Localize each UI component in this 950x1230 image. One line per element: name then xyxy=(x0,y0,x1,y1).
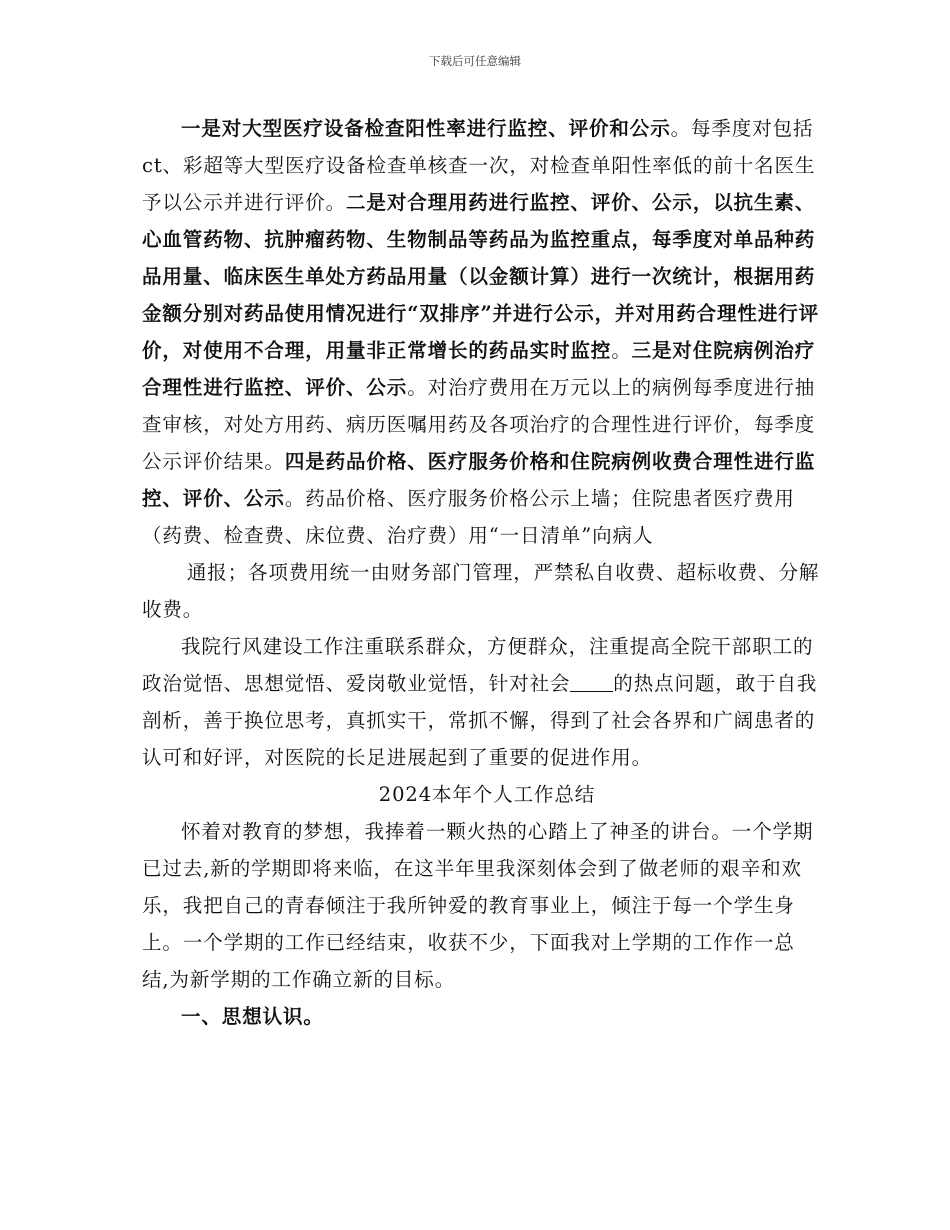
document-body xyxy=(142,110,822,1035)
point-one-heading: 一是对大型医疗设备检查阳性率进行监控、评价和公示 xyxy=(181,117,671,140)
point-two-text: 。 xyxy=(611,339,632,362)
heading-thought: 一、思想认识。 xyxy=(181,1005,324,1028)
conduct-text-after: 的热点问题，敢于自我剖析，善于换位思考，真抓实干，常抓不懈，得到了社会各界和广阔患者的认可和好评，对医院的长足进展起到了重要的促进作用。 xyxy=(142,672,818,769)
conduct-text-before: 我院行风建设工作注重联系群众，方便群众，注重提高全院干部职工的政治觉悟、思想觉悟、爱岗敬业觉悟，针对社会 xyxy=(142,635,814,695)
point-four-continuation: 通报；各项费用统一由财务部门管理，严禁私自收费、超标收费、分解收费。 xyxy=(142,561,820,621)
point-four-text: 。药品价格、医疗服务价格公示上墙；住院患者医疗费用（药费、检查费、床位费、治疗费）用“一日清单”向病人 xyxy=(142,487,795,547)
fill-blank xyxy=(570,671,613,692)
point-four-heading: 四是药品价格、医疗服务价格和住院病例收费合理性进行监控、评价、公示 xyxy=(142,450,816,510)
point-three-heading: 三是对住院病例治疗合理性进行监控、评价、公示 xyxy=(142,339,816,399)
section-title: 2024本年个人工作总结 xyxy=(378,783,596,806)
paragraph-conduct xyxy=(142,628,822,776)
paragraph-summary-intro: 怀着对教育的梦想，我捧着一颗火热的心踏上了神圣的讲台。一个学期已过去,新的学期即将来临，在这半年里我深刻体会到了做老师的艰辛和欢乐，我把自己的青春倾注于我所钟爱的教育事业上，倾注于每一个学生身上。一个学期的工作已经结束，收获不少，下面我对上学期的工作作一总结,为新学期的工作确立新的目标。 xyxy=(142,820,814,991)
paragraph-supervision xyxy=(142,110,822,628)
point-three-text: 。对治疗费用在万元以上的病例每季度进行抽查审核，对处方用药、病历医嘱用药及各项治疗的合理性进行评价，每季度公示评价结果。 xyxy=(142,376,816,473)
point-two-heading: 二是对合理用药进行监控、评价、公示，以抗生素、心血管药物、抗肿瘤药物、生物制品等药品为监控重点，每季度对单品种药品用量、临床医生单处方药品用量（以金额计算）进行一次统计，根据用药金额分别对药品使用情况进行“双排序”并进行公示，并对用药合理性进行评价，对使用不合理，用量非正常增长的药品实时监控 xyxy=(142,191,820,362)
page-header: 下载后可任意编辑 xyxy=(429,54,521,68)
point-one-text: 。每季度对包括ct、彩超等大型医疗设备检查单核查一次，对检查单阳性率低的前十名医生予以公示并进行评价。 xyxy=(142,117,816,214)
